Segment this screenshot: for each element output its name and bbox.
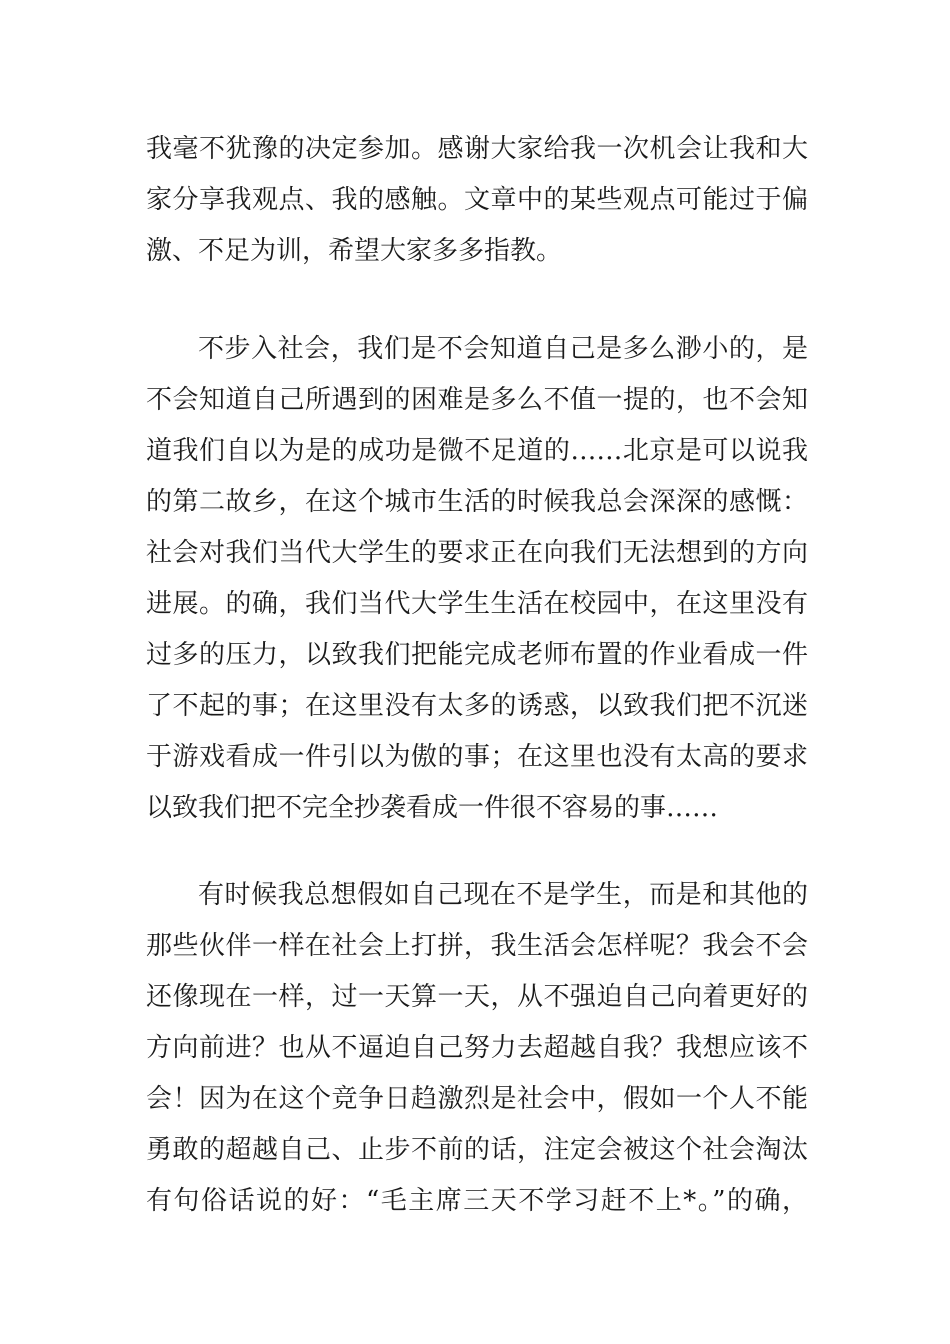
paragraph-line: 勇敢的超越自己、止步不前的话，注定会被这个社会淘汰 <box>146 1135 808 1165</box>
paragraph-line: 有句俗话说的好：“毛主席三天不学习赶不上*。”的确， <box>146 1186 808 1216</box>
paragraph-line: 不会知道自己所遇到的困难是多么不值一提的，也不会知 <box>146 385 808 415</box>
paragraph-line: 会！因为在这个竞争日趋激烈是社会中，假如一个人不能 <box>146 1084 808 1114</box>
paragraph-line: 还像现在一样，过一天算一天，从不强迫自己向着更好的 <box>146 982 808 1012</box>
paragraph-1 <box>146 124 808 277</box>
paragraph-line: 方向前进？也从不逼迫自己努力去超越自我？我想应该不 <box>146 1033 808 1063</box>
paragraph-line: 有时候我总想假如自己现在不是学生，而是和其他的 <box>198 880 808 910</box>
paragraph-line: 社会对我们当代大学生的要求正在向我们无法想到的方向 <box>146 538 808 568</box>
paragraph-line: 了不起的事；在这里没有太多的诱惑，以致我们把不沉迷 <box>146 691 808 721</box>
paragraph-line: 的第二故乡，在这个城市生活的时候我总会深深的感慨： <box>146 487 808 517</box>
paragraph-line: 我毫不犹豫的决定参加。感谢大家给我一次机会让我和大 <box>146 134 808 164</box>
paragraph-line: 不步入社会，我们是不会知道自己是多么渺小的，是 <box>198 334 808 364</box>
paragraph-line: 那些伙伴一样在社会上打拼，我生活会怎样呢？我会不会 <box>146 931 808 961</box>
paragraph-line: 进展。的确，我们当代大学生生活在校园中，在这里没有 <box>146 589 808 619</box>
paragraph-line: 激、不足为训，希望大家多多指教。 <box>146 236 563 266</box>
paragraph-2 <box>146 324 808 834</box>
paragraph-line: 道我们自以为是的成功是微不足道的……北京是可以说我 <box>146 436 808 466</box>
paragraph-line: 于游戏看成一件引以为傲的事；在这里也没有太高的要求 <box>146 742 808 772</box>
paragraph-line: 以致我们把不完全抄袭看成一件很不容易的事…… <box>146 793 719 823</box>
paragraph-line: 家分享我观点、我的感触。文章中的某些观点可能过于偏 <box>146 185 808 215</box>
paragraph-line: 过多的压力，以致我们把能完成老师布置的作业看成一件 <box>146 640 808 670</box>
paragraph-3 <box>146 870 808 1227</box>
